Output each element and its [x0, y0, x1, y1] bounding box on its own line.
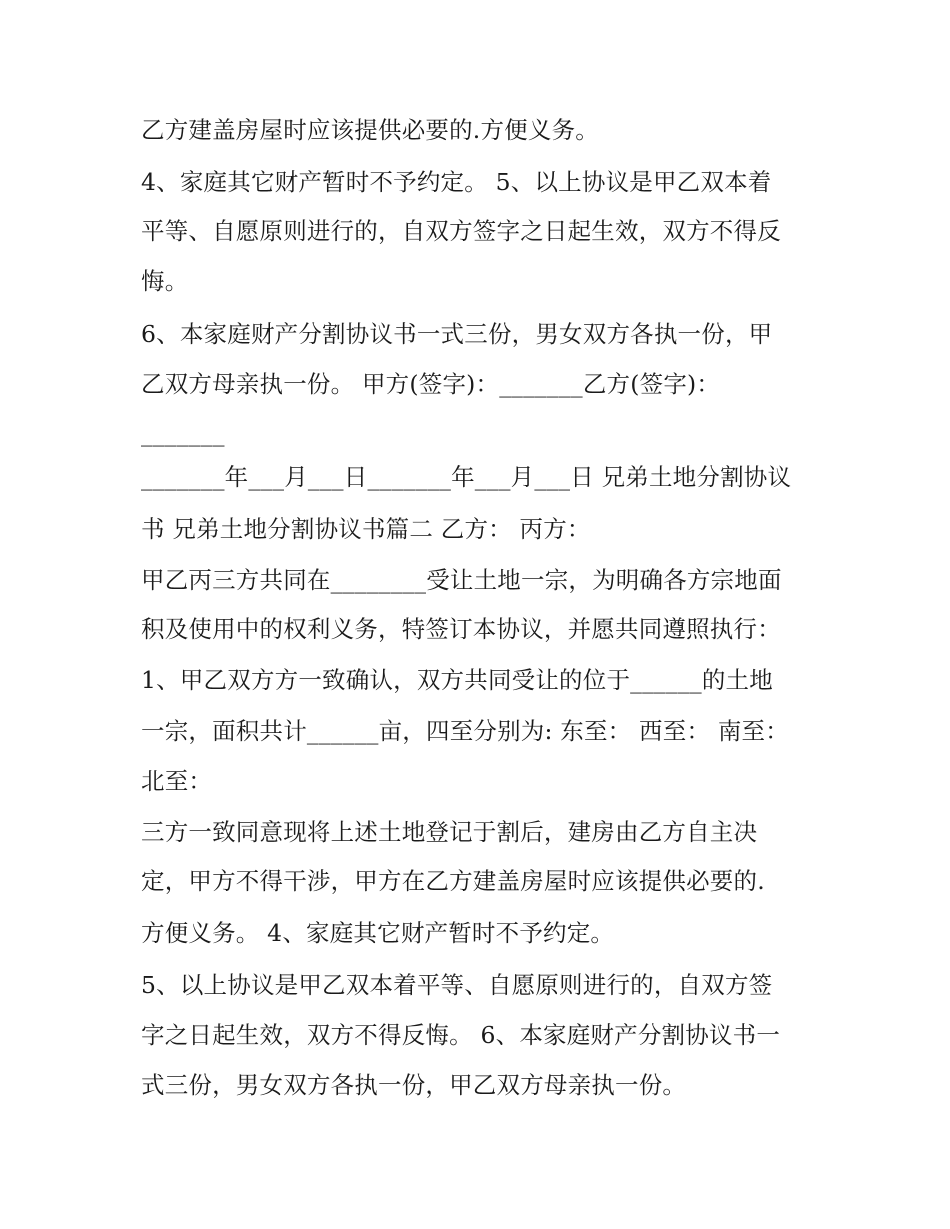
text-line: 定，甲方不得干涉，甲方在乙方建盖房屋时应该提供必要的.	[141, 867, 765, 895]
text-line: 悔。	[141, 267, 189, 295]
text-line: 书 兄弟土地分割协议书篇二 乙方： 丙方：	[141, 515, 591, 543]
text-line: 三方一致同意现将上述土地登记于割后，建房由乙方自主决	[141, 818, 758, 846]
text-line: 式三份，男女双方各执一份，甲乙双方母亲执一份。	[141, 1071, 687, 1099]
text-line: 积及使用中的权利义务，特签订本协议，并愿共同遵照执行：	[141, 615, 781, 643]
text-line: 乙双方母亲执一份。 甲方(签字)：_______乙方(签字)：	[141, 370, 721, 398]
text-line: 6、本家庭财产分割协议书一式三份，男女双方各执一份，甲	[141, 320, 773, 348]
text-line: 5、以上协议是甲乙双本着平等、自愿原则进行的，自双方签	[141, 971, 773, 999]
text-line: 平等、自愿原则进行的，自双方签字之日起生效，双方不得反	[141, 217, 781, 245]
text-line: 一宗，面积共计______亩，四至分别为: 东至： 西至： 南至：	[141, 717, 789, 745]
text-line: _______年___月___日_______年___月___日 兄弟土地分割协议	[141, 463, 792, 491]
text-line: 1、甲乙双方方一致确认，双方共同受让的位于______的土地	[141, 666, 773, 694]
text-line: 乙方建盖房屋时应该提供必要的.方便义务。	[141, 116, 599, 144]
text-line: 北至：	[141, 767, 213, 795]
text-line: 甲乙丙三方共同在________受让土地一宗，为明确各方宗地面	[141, 566, 782, 594]
text-line: 字之日起生效，双方不得反悔。 6、本家庭财产分割协议书一	[141, 1021, 781, 1049]
text-line: _______	[141, 419, 225, 447]
text-line: 4、家庭其它财产暂时不予约定。 5、以上协议是甲乙双本着	[141, 168, 772, 196]
text-line: 方便义务。 4、家庭其它财产暂时不予约定。	[141, 919, 615, 947]
